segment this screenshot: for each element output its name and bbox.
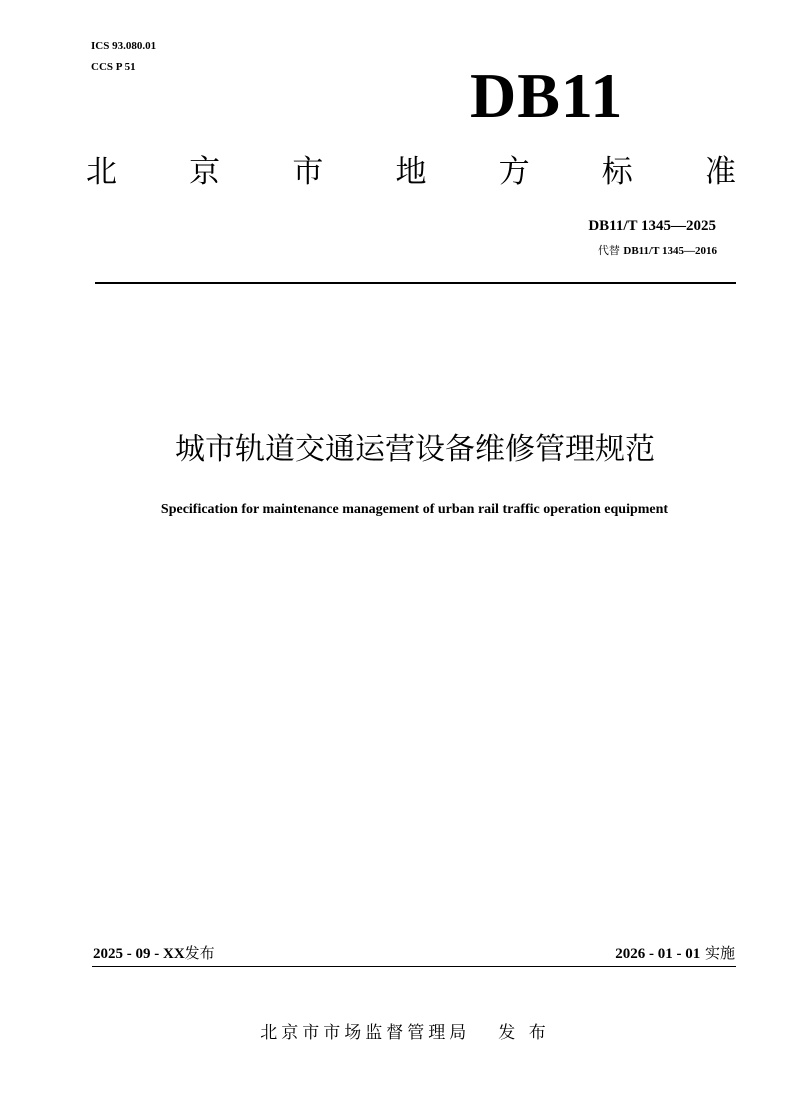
category-char: 市 — [292, 154, 324, 190]
publisher-name: 北京市市场监督管理局 — [260, 1023, 471, 1043]
standard-category — [86, 152, 736, 192]
replaces-code: DB11/T 1345—2016 — [623, 245, 717, 257]
category-char: 方 — [498, 154, 530, 190]
category-char: 北 — [86, 154, 117, 190]
category-char: 准 — [704, 154, 736, 190]
implement-date: 2026 - 01 - 01 — [615, 946, 701, 962]
document-title-en: Specification for maintenance management of urban rail traffic operation equipment — [160, 502, 669, 517]
category-char: 京 — [189, 154, 221, 190]
db-mark: DB11 — [470, 60, 624, 131]
publish-label: 发 布 — [498, 1023, 550, 1043]
issue-date-line — [93, 942, 215, 963]
bottom-divider — [92, 966, 736, 967]
standard-number: DB11/T 1345—2025 — [588, 218, 716, 234]
publisher-line — [0, 1018, 790, 1043]
issue-date: 2025 - 09 - XX — [93, 946, 185, 962]
implement-label: 实施 — [704, 944, 735, 962]
replaces-label: 代替 — [597, 244, 620, 257]
category-char: 地 — [395, 154, 427, 190]
ics-code: ICS 93.080.01 — [91, 40, 157, 52]
category-char: 标 — [601, 154, 633, 190]
issue-label: 发布 — [184, 944, 215, 962]
replaces-line — [598, 242, 717, 258]
ccs-code: CCS P 51 — [91, 61, 136, 73]
implement-date-line — [615, 942, 735, 963]
document-title-cn: 城市轨道交通运营设备维修管理规范 — [175, 432, 655, 467]
top-divider — [95, 282, 736, 284]
